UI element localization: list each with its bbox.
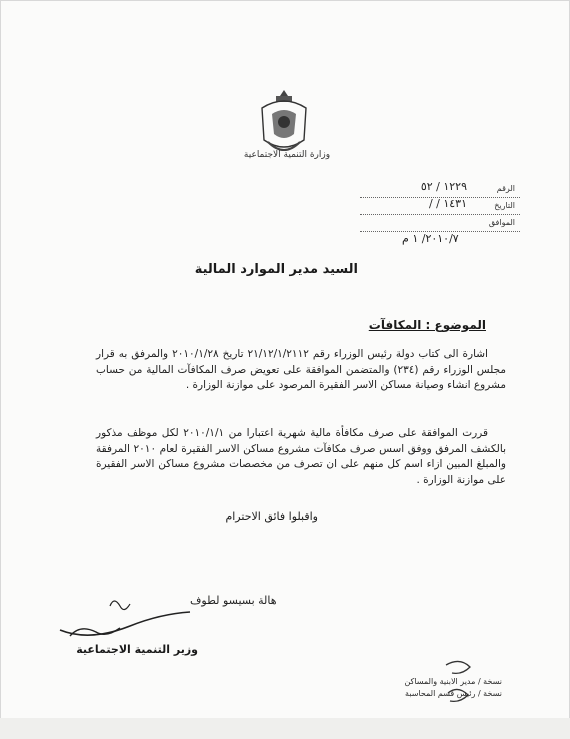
letter-metadata [395,180,515,231]
body-paragraph-2: قررت الموافقة على صرف مكافأة مالية شهرية اعتبارا من ٢٠١٠/١/١ لكل موظف مذكور بالكشف المرفق ووفق اسس صرف مكافآت مشروع مساكن الاسر الفقيرة لعام ٢٠١٠ المرفقة والمبلغ المبين ازاء اسم كل منهم على ان تصرف من مخصصات مشروع مساكن الاسر الفقيرة على موازنة الوزارة . [96,427,506,486]
meta-corresponding-value: ٢٠١٠/٧/ ١ م [402,232,459,245]
handwritten-signature [50,582,277,652]
meta-number-label: الرقم [496,184,515,193]
meta-corresponding-label: الموافق [488,218,515,227]
meta-date-row [395,197,515,214]
meta-date-value: ١٤٣١ / / [428,197,467,210]
subject-line: الموضوع : المكافآت [368,318,486,332]
closing-line: واقبلوا فائق الاحترام [225,510,318,523]
addressee: السيد مدير الموارد المالية [194,262,358,277]
ministry-name: وزارة التنمية الاجتماعية [243,150,331,160]
meta-divider [360,214,520,215]
body-paragraph-1: اشارة الى كتاب دولة رئيس الوزراء رقم ٢١/١٢/١/٢١١٢ تاريخ ٢٠١٠/١/٢٨ والمرفق به قرار مجلس الوزراء رقم (٢٣٤) والمتضمن الموافقة على تعويض صرف المكافآت المالية من حساب مشروع انشاء وصيانة مساكن الاسر الفقيرة المرصود على موازنة الوزارة . [96,348,506,391]
cc-item: نسخة / رئيس قسم المحاسبة [405,689,502,698]
meta-number-row [395,180,515,197]
signature-handwritten-name: هالة بسيسو لطوف [190,594,277,607]
cc-list [404,676,502,700]
cc-item: نسخة / مدير الابنية والمساكن [404,677,502,686]
scan-bottom-edge [0,718,570,739]
signer-title: وزير التنمية الاجتماعية [76,643,198,656]
meta-divider [360,197,520,198]
meta-date-label: التاريخ [494,201,515,210]
meta-number-value: ١٢٢٩ / ٥٢ [420,180,467,193]
meta-corresponding-row [395,214,515,231]
